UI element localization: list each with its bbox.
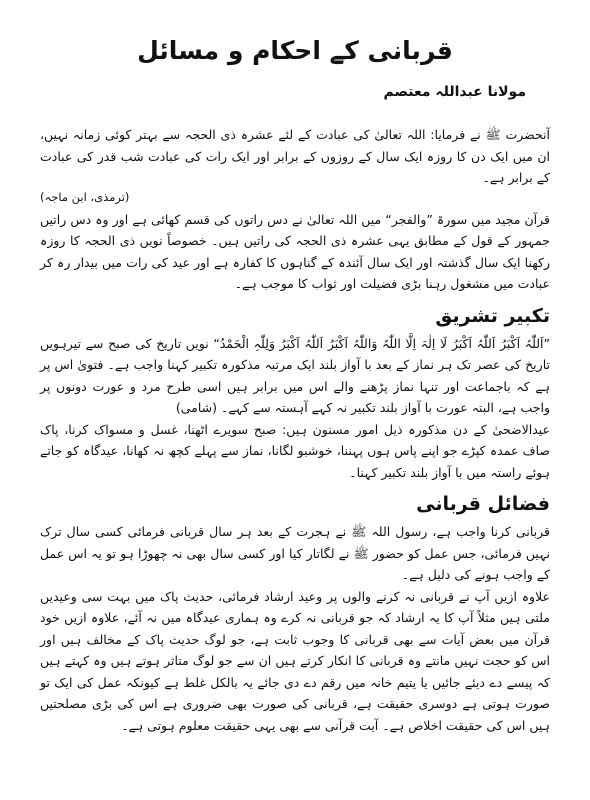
page-title: قربانی کے احکام و مسائل — [137, 36, 453, 65]
paragraph-qurbani-wuid: علاوہ ازیں آپ نے قربانی نہ کرنے والوں پر وعید ارشاد فرمائی، حدیث پاک میں بہت سی وعیدیں ملتی ہیں مثلاً آپ کا یہ ارشاد کہ جو قربانی نہ کرے وہ ہماری عیدگاہ میں نہ آئے، علاوہ ازیں خود قرآن میں بعض آیات سے بھی قربانی کا وجوب ثابت ہے، جو لوگ حدیث پاک کے مخالف ہیں اور اس کو حجت نہیں مانتے وہ قربانی کا انکار کرتے ہیں ان سے جو لوگ متاثر ہوتے ہیں وہ کہتے ہیں کہ پیسے دے دیئے جائیں یا یتیم خانہ میں رقم دے دی جائے یہ بالکل غلط ہے کیونکہ عمل کی ایک تو صورت ہوتی ہے دوسری حقیقت ہے، قربانی کی صورت بھی ضروری ہے اس کی بڑی مصلحتیں ہیں اس کی حقیقت اخلاص ہے۔ آیت قرآنی سے بھی یہی حقیقت معلوم ہوتی ہے۔ — [40, 588, 550, 733]
reference-citation: (ترمذی، ابن ماجہ) — [40, 189, 130, 204]
paragraph-quran: قرآن مجید میں سورۃ ”والفجر“ میں اللہ تعالیٰ نے دس راتوں کی قسم کھائی ہے اور وہ دس راتیں جمہور کے قول کے مطابق یہی عشرہ ذی الحجہ کی راتیں ہیں۔ خصوصاً نویں ذی الحجہ کا روزہ رکھنا ایک سال گذشتہ اور ایک سال آئندہ کے گناہوں کا کفارہ ہے اور عید کی رات میں بیدار رہ کر عبادت میں مشغول رہنا بڑی فضیلت اور ثواب کا موجب ہے۔ — [40, 211, 550, 291]
section-heading-takbeer: تکبیر تشریق — [435, 304, 550, 327]
section-heading-fazail: فضائل قربانی — [416, 493, 550, 515]
paragraph-takbeer: ”اَللّٰہُ اَکْبَرُ اَللّٰہُ اَکْبَرُ لَا اِلٰہَ اِلَّا اللّٰہُ وَاللّٰہُ اَکْبَرُ اَللّٰہُ اَکْبَرُ وَلِلّٰہِ الْحَمْدُ“ نویں تاریخ کی صبح سے تیرہویں تاریخ کی عصر تک ہر نماز کے بعد با آواز بلند ایک مرتبہ مذکورہ تکبیر کہنا واجب ہے۔ فتویٰ اس پر ہے کہ باجماعت اور تنہا نماز پڑھنے والے اس میں برابر ہیں اسی طرح مرد و عورت دونوں پر واجب ہے، البتہ عورت با آواز بلند تکبیر نہ کہے آہستہ سے کہے۔ (شامی) — [40, 335, 550, 415]
paragraph-qurbani-wajib: قربانی کرنا واجب ہے، رسول اللہ ﷺ نے ہجرت کے بعد ہر سال قربانی فرمائی کسی سال ترک نہیں فرمائی، جس عمل کو حضور ﷺ نے لگاتار کیا اور کسی سال بھی نہ چھوڑا ہو تو یہ اس عمل کے واجب ہونے کی دلیل ہے۔ — [40, 524, 550, 582]
paragraph-eid-sunnah: عیدالاضحیٰ کے دن مذکورہ ذیل امور مسنون ہیں: صبح سویرے اٹھنا، غسل و مسواک کرنا، پاک صاف عمدہ کپڑے جو اپنے پاس ہوں پہننا، خوشبو لگانا، نماز سے پہلے کچھ نہ کھانا، عیدگاہ کو جاتے ہوئے راستہ میں با آواز بلند تکبیر کہنا۔ — [40, 421, 550, 480]
author-name: مولانا عبداللہ معتصم — [383, 84, 526, 100]
paragraph-hadith: آنحضرت ﷺ نے فرمایا: اللہ تعالیٰ کی عبادت کے لئے عشرہ ذی الحجہ سے بہتر کوئی زمانہ نہیں، ان میں ایک دن کا روزہ ایک سال کے روزوں کے برابر اور ایک رات کی عبادت شب قدر کی عبادت کے برابر ہے۔ — [40, 127, 550, 185]
